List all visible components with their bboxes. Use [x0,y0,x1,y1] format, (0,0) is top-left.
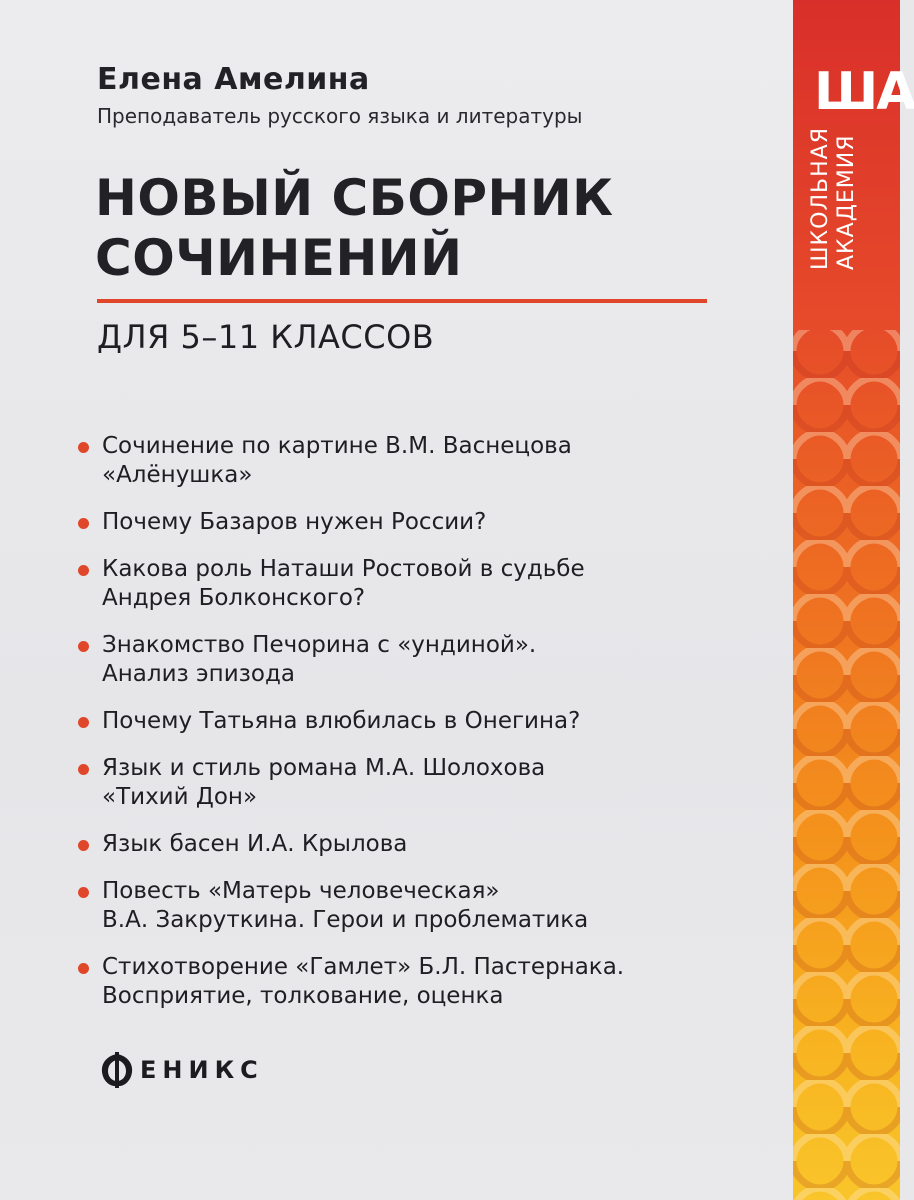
book-title-line-2: СОЧИНЕНИЙ [95,229,463,287]
bullet-icon [78,840,89,851]
list-item-line-1: Почему Татьяна влюбилась в Онегина? [102,708,581,734]
list-item [72,953,712,1011]
list-item-line-1: Стихотворение «Гамлет» Б.Л. Пастернака. [102,954,625,980]
book-title-line-1: НОВЫЙ СБОРНИК [95,169,614,227]
bullet-icon [78,518,89,529]
list-item-line-2: Анализ эпизода [102,661,295,687]
list-item-line-1: Повесть «Матерь человеческая» [102,878,500,904]
bullet-icon [78,963,89,974]
bullet-icon [78,717,89,728]
series-name [808,100,868,270]
list-item [72,830,712,859]
author-role: Преподаватель русского языка и литературы [97,104,583,128]
list-item-line-1: Язык басен И.А. Крылова [102,831,408,857]
list-item [72,877,712,935]
series-name-line-2: АКАДЕМИЯ [834,134,859,270]
bullet-icon [78,641,89,652]
list-item [72,631,712,689]
list-item [72,754,712,812]
series-logo: ША [814,62,914,122]
list-item-line-1: Почему Базаров нужен России? [102,509,487,535]
title-divider [97,299,707,303]
book-subtitle: ДЛЯ 5–11 КЛАССОВ [97,318,435,356]
series-name-line-1: ШКОЛЬНАЯ [808,127,833,270]
publisher-logo [98,1048,264,1092]
publisher-name: ЕНИКС [140,1056,264,1084]
bullet-icon [78,764,89,775]
list-item-line-2: «Тихий Дон» [102,784,258,810]
list-item-line-2: Андрея Болконского? [102,585,366,611]
bullet-icon [78,442,89,453]
list-item [72,508,712,537]
list-item-line-2: В.А. Закруткина. Герои и проблематика [102,907,589,933]
phoenix-logo-icon [98,1050,136,1090]
author-name: Елена Амелина [97,62,370,97]
list-item-line-2: «Алёнушка» [102,462,253,488]
list-item [72,432,712,490]
bullet-icon [78,565,89,576]
contents-list [72,432,712,1029]
list-item [72,555,712,613]
bullet-icon [78,887,89,898]
list-item [72,707,712,736]
list-item-line-2: Восприятие, толкование, оценка [102,983,504,1009]
list-item-line-1: Какова роль Наташи Ростовой в судьбе [102,556,585,582]
list-item-line-1: Знакомство Печорина с «ундиной». [102,632,537,658]
list-item-line-1: Язык и стиль романа М.А. Шолохова [102,755,546,781]
book-title [95,168,735,288]
list-item-line-1: Сочинение по картине В.М. Васнецова [102,433,572,459]
